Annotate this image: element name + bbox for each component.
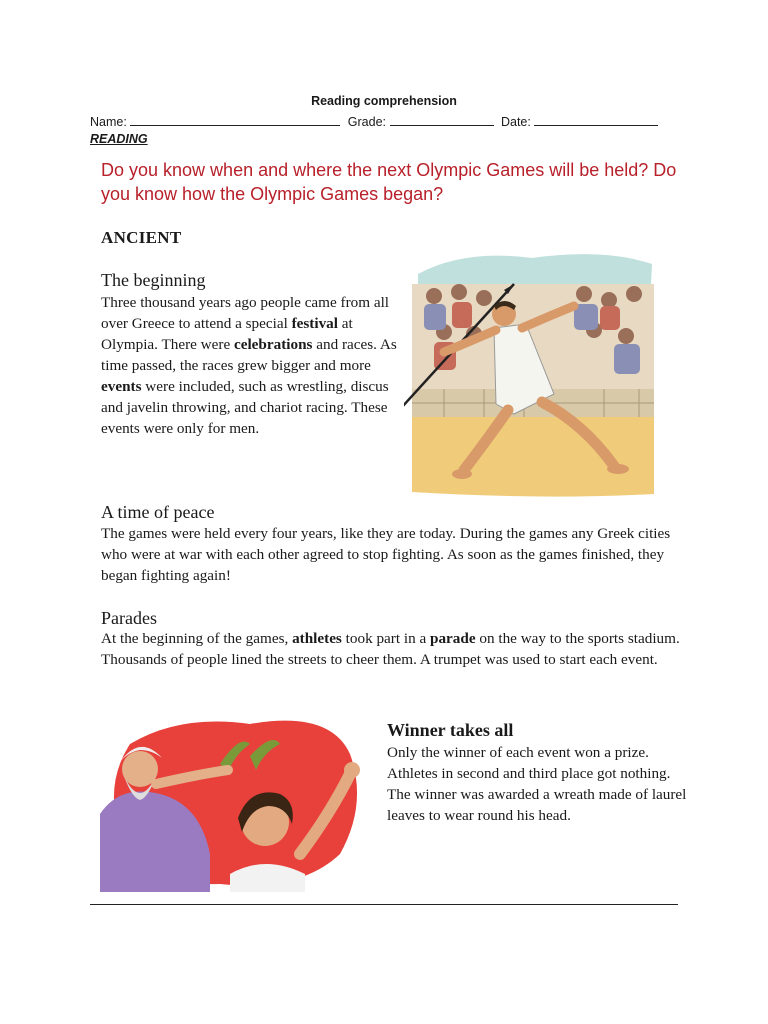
parades-heading: Parades bbox=[101, 608, 157, 628]
grade-field[interactable] bbox=[390, 114, 494, 126]
peace-heading: A time of peace bbox=[101, 502, 215, 522]
beginning-paragraph: Three thousand years ago people came from all over Greece to attend a special festival at Olympia. There were celebrations and races. As time passed, the races grew bigger and more events were included, such as wrestling, discus and javelin throwing, and chariot racing. These events were only for men. bbox=[101, 294, 397, 437]
name-label: Name: bbox=[90, 115, 127, 129]
section-label: READING bbox=[90, 132, 148, 146]
winner-heading: Winner takes all bbox=[387, 720, 514, 740]
student-info-fields bbox=[90, 114, 658, 129]
term-parade: parade bbox=[430, 630, 476, 647]
beginning-heading: The beginning bbox=[101, 270, 206, 290]
sheet-title: Reading comprehension bbox=[311, 94, 457, 108]
date-label: Date: bbox=[500, 115, 531, 129]
winner-paragraph: Only the winner of each event won a prize. Athletes in second and third place got nothing. The winner was awarded a wreath made of laurel leaves to wear round his head. bbox=[387, 744, 687, 824]
term-events: events bbox=[101, 378, 142, 395]
javelin-thrower-illustration bbox=[404, 244, 660, 500]
parades-paragraph: At the beginning of the games, athletes took part in a parade on the way to the sports stadium. Thousands of people lined the streets to cheer them. A trumpet was used to start each event. bbox=[101, 630, 680, 668]
peace-paragraph: The games were held every four years, like they are today. During the games any Greek cities who were at war with each other agreed to stop fighting. As soon as the games finished, they began fighting again! bbox=[101, 525, 671, 584]
ancient-heading: ANCIENT bbox=[101, 228, 182, 247]
bottom-divider bbox=[90, 904, 678, 905]
name-field[interactable] bbox=[130, 114, 340, 126]
laurel-wreath-illustration bbox=[100, 714, 368, 892]
term-celebrations: celebrations bbox=[233, 336, 313, 353]
term-athletes: athletes bbox=[292, 630, 342, 647]
date-field[interactable] bbox=[534, 114, 658, 126]
term-festival: festival bbox=[291, 315, 338, 332]
grade-label: Grade: bbox=[347, 115, 387, 129]
intro-question: Do you know when and where the next Olympic Games will be held? Do you know how the Olympic Games began? bbox=[101, 160, 677, 204]
